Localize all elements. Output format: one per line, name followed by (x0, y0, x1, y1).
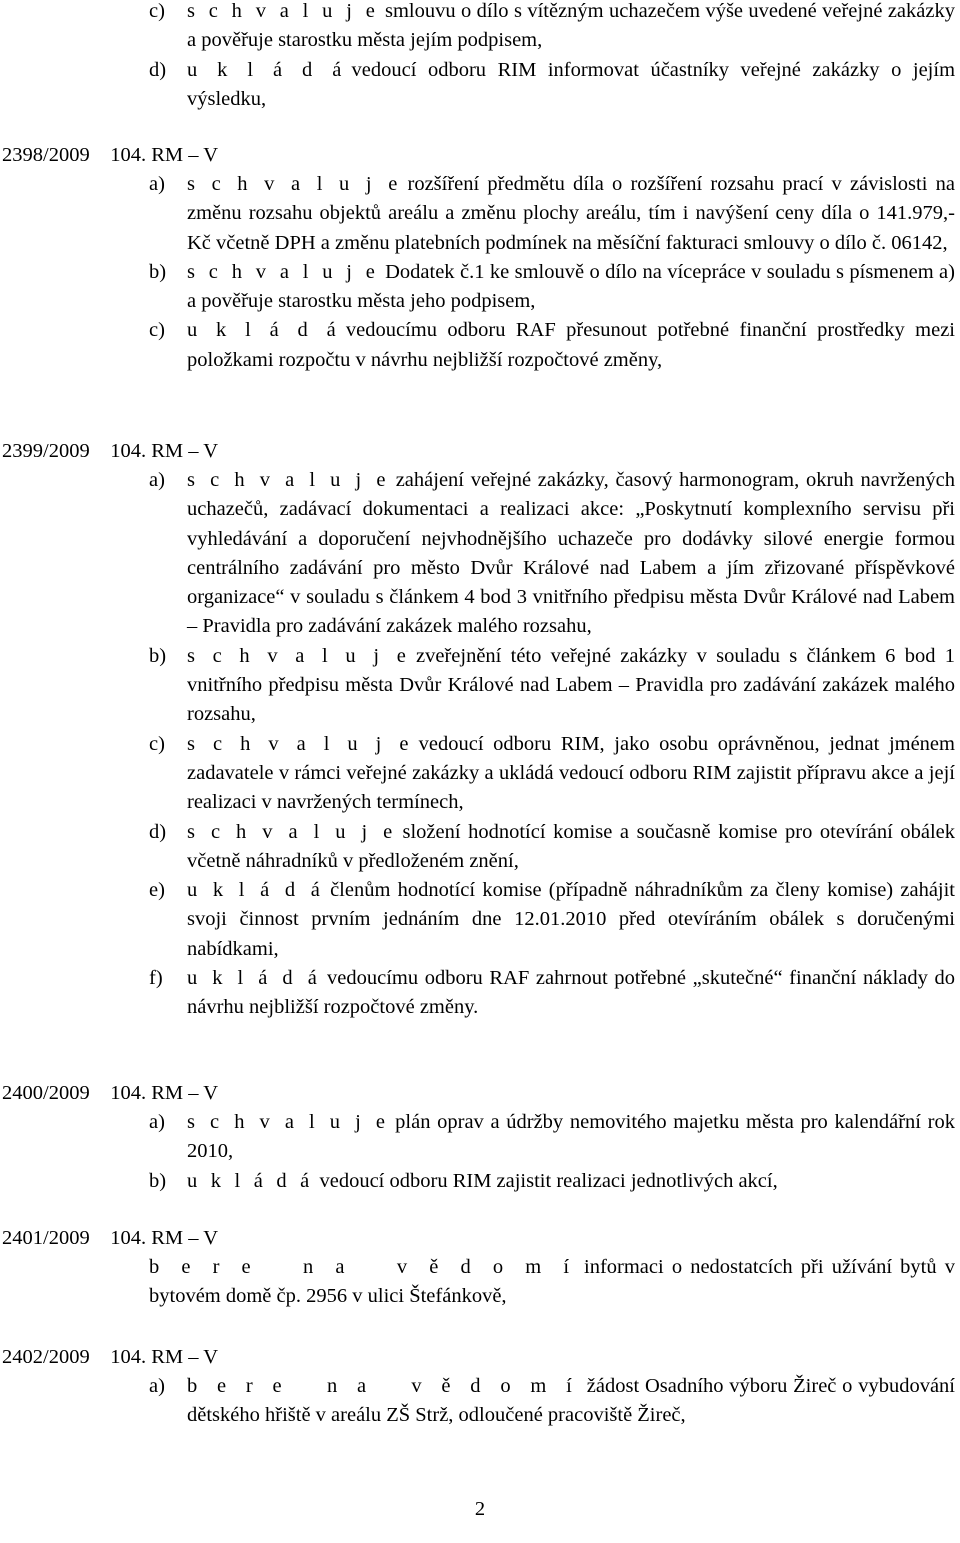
item-label: a) (149, 1111, 165, 1133)
item-label: c) (149, 319, 165, 342)
item-keyword: s c h v a l u j e (187, 732, 413, 755)
resolution-item (0, 1253, 960, 1312)
resolution-number: 2402/2009 (2, 1346, 90, 1368)
resolution-header (2, 1079, 218, 1108)
item-label: d) (149, 58, 167, 81)
item-text: žádost Osadního výboru Žireč o vybudování dětského hřiště v areálu ZŠ Strž, odloučené pracoviště Žireč, (187, 1375, 955, 1427)
resolution-number: 2401/2009 (2, 1227, 90, 1249)
item-text: vedoucí odboru RIM informovat účastníky veřejné zakázky o jejím výsledku, (187, 58, 956, 110)
item-keyword: u k l á d á (187, 58, 346, 81)
item-label: e) (149, 879, 165, 902)
resolution-header (2, 437, 218, 466)
resolution-item (0, 1167, 960, 1196)
item-keyword: s c h v a l u j e (187, 820, 397, 843)
continued-items (0, 0, 960, 114)
item-keyword: u k l á d á (187, 319, 340, 342)
item-text: Dodatek č.1 ke smlouvě o dílo na vícepráce v souladu s písmenem a) a pověřuje starostku města jeho podpisem, (187, 260, 955, 313)
resolution-header (2, 141, 218, 170)
item-keyword: u k l á d á (187, 879, 325, 902)
item-text: členům hodnotící komise (případně náhradníkům za členy komise) zahájit svoji činnost prvním jednáním dne 12.01.2010 před otevíráním obálek s doručenými nabídkami, (187, 879, 956, 960)
resolution-item (0, 170, 960, 258)
item-text: vedoucí odboru RIM, jako osobu oprávněnou, jednat jménem zadavatele v rámci veřejné zakázky a ukládá vedoucí odboru RIM zajistit přípravu akce a její realizaci v navržených termínech, (187, 732, 955, 814)
continued-item-d (0, 56, 960, 115)
item-text: zahájení veřejné zakázky, časový harmonogram, okruh navržených uchazečů, zadávací dokumentaci a realizaci akce: „Poskytnutí komplexního servisu při vyhledávání a doporučení nejvhodnějšího uchazeče pro dodávky silové energie formou centrálního zadávání pro město Dvůr Králové nad Labem a jím zřizované příspěvkové organizace“ v souladu s článkem 4 bod 3 vnitřního předpisu města Dvůr Králové nad Labem – Pravidla pro zadávání zakázek malého rozsahu, (187, 469, 955, 638)
item-text: složení hodnotící komise a současně komise pro otevírání obálek včetně náhradníků v předloženém znění, (187, 820, 955, 872)
resolution-number: 2398/2009 (2, 144, 90, 166)
meeting-code: 104. RM – V (110, 1346, 219, 1368)
item-label: d) (149, 820, 167, 843)
resolution-item (0, 1372, 960, 1431)
resolution-number: 2399/2009 (2, 440, 90, 462)
item-keyword: b e r e n a v ě d o m í (187, 1375, 579, 1397)
item-keyword: u k l á d á (187, 1169, 314, 1192)
item-keyword: s c h v a l u j e (187, 0, 379, 22)
resolution-item (0, 316, 960, 375)
continued-item-c (0, 0, 960, 56)
item-label: f) (149, 967, 163, 990)
resolution-item (0, 642, 960, 730)
item-label: a) (149, 469, 165, 491)
meeting-code: 104. RM – V (110, 440, 219, 462)
item-label: b) (149, 644, 167, 667)
item-keyword: s c h v a l u j e (187, 469, 390, 491)
resolution-item (0, 1108, 960, 1167)
item-text: vedoucímu odboru RAF přesunout potřebné finanční prostředky mezi položkami rozpočtu v návrhu nejbližší rozpočtové změny, (187, 319, 956, 371)
resolution-item (0, 876, 960, 964)
page-number: 2 (474, 1498, 486, 1520)
item-text: smlouvu o dílo s vítězným uchazečem výše uvedené veřejné zakázky a pověřuje starostku města jejím podpisem, (187, 0, 955, 52)
item-text: rozšíření předmětu díla o rozšíření rozsahu prací v závislosti na změnu rozsahu objektů areálu a změnu plochy areálu, tím i navýšení ceny díla o 141.979,- Kč včetně DPH a změnu platebních podmínek na měsíční fakturaci smlouvy o dílo č. 06142, (187, 173, 955, 254)
resolution-items (0, 170, 960, 375)
item-label: b) (149, 1169, 167, 1192)
resolution-items (0, 1108, 960, 1196)
item-keyword: s c h v a l u j e (187, 173, 402, 195)
resolution-number: 2400/2009 (2, 1082, 90, 1104)
item-label: c) (149, 0, 165, 22)
resolution-items (0, 466, 960, 1023)
resolution-item (0, 730, 960, 818)
item-text: vedoucímu odboru RAF zahrnout potřebné „skutečné“ finanční náklady do návrhu nejbližší rozpočtové změny. (187, 967, 955, 1019)
item-keyword: s c h v a l u j e (187, 260, 380, 283)
item-label: c) (149, 732, 165, 755)
resolution-header (2, 1343, 218, 1372)
resolution-item (0, 466, 960, 642)
item-text: informaci o nedostatcích při užívání bytů v bytovém domě čp. 2956 v ulici Štefánkově, (149, 1256, 955, 1308)
meeting-code: 104. RM – V (110, 144, 219, 166)
item-label: a) (149, 173, 165, 195)
resolution-items (0, 1253, 960, 1312)
resolution-item (0, 818, 960, 877)
item-text: plán oprav a údržby nemovitého majetku města pro kalendářní rok 2010, (187, 1111, 955, 1163)
item-text: zveřejnění této veřejné zakázky v souladu s článkem 6 bod 1 vnitřního předpisu města Dvůr Králové nad Labem – Pravidla pro zadávání zakázek malého rozsahu, (187, 644, 955, 726)
item-text: vedoucí odboru RIM zajistit realizaci jednotlivých akcí, (319, 1169, 778, 1192)
item-label: a) (149, 1375, 165, 1397)
item-keyword: b e r e n a v ě d o m í (149, 1256, 577, 1278)
resolution-header (2, 1224, 218, 1253)
item-label: b) (149, 260, 167, 283)
meeting-code: 104. RM – V (110, 1227, 219, 1249)
resolution-item (0, 258, 960, 317)
item-keyword: s c h v a l u j e (187, 644, 410, 667)
item-keyword: s c h v a l u j e (187, 1111, 390, 1133)
meeting-code: 104. RM – V (110, 1082, 219, 1104)
item-keyword: u k l á d á (187, 967, 321, 990)
resolution-item (0, 964, 960, 1023)
resolution-items (0, 1372, 960, 1431)
